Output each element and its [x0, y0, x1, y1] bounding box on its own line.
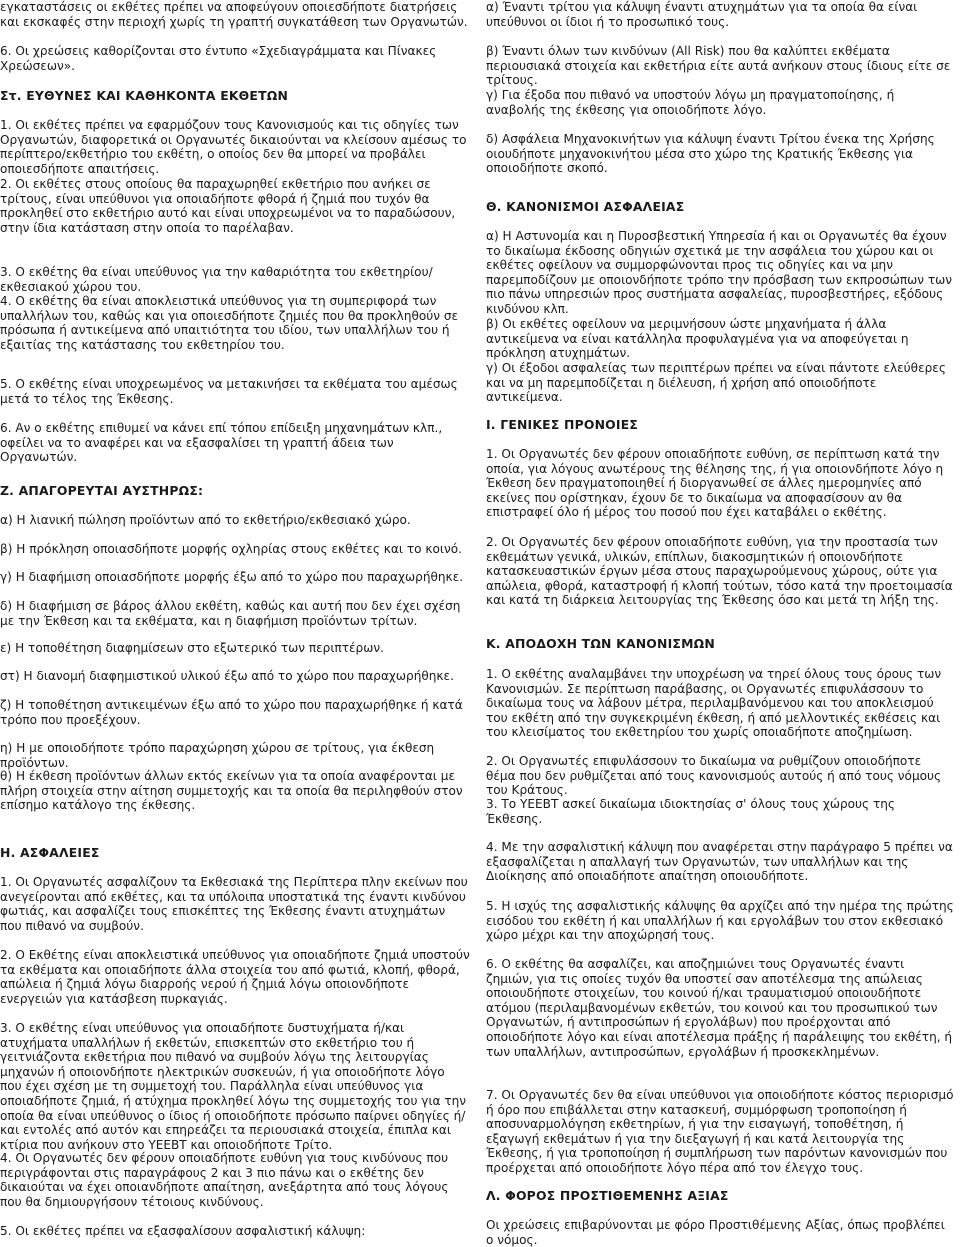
i-item-1: 1. Οι Οργανωτές δεν φέρουν οποιαδήποτε ευθύνη, σε περίπτωση κατά την οποία, για λόγους ανωτέρους της θέλησης της, ή για οποιονδήποτε λόγο η Έκθεση δεν πραγματοποιηθεί ή διοργανωθεί σε άλλες ημερομηνίες από εκείνες που ορίστηκαν, έχουν δε το δικαίωμα να αποφασίσουν αν θα επιστραφεί όλο ή μέρος του ποσού που έχει καταβάλει ο εκθέτης. [486, 447, 944, 520]
z-item-b: β) Η πρόκληση οποιασδήποτε μορφής οχληρίας στους εκθέτες και το κοινό. [0, 542, 462, 556]
z-item-th: θ) Η έκθεση προϊόντων άλλων εκτός εκείνων για τα οποία αναφέρονται με πλήρη στοιχεία στην αίτηση συμμετοχής και τα οποία θα περιληφθούν στον επίσημο κατάλογο της έκθεσης. [0, 769, 463, 813]
k-item-4: 4. Με την ασφαλιστική κάλυψη που αναφέρεται στην παράγραφο 5 πρέπει να εξασφαλίζεται η απαλλαγή των Οργανωτών, των υπαλλήλων και της Διοίκησης από οποιαδήποτε απαίτηση οποιουδήποτε. [486, 840, 953, 884]
z-item-c: γ) Η διαφήμιση οποιασδήποτε μορφής έξω από το χώρο που παραχωρήθηκε. [0, 570, 464, 584]
section-st-heading: Στ. ΕΥΘΥΝΕΣ ΚΑΙ ΚΑΘΗΚΟΝΤΑ ΕΚΘΕΤΩΝ [0, 88, 289, 103]
z-item-e: ε) Η τοποθέτηση διαφημίσεων στο εξωτερικό των περιπτέρων. [0, 641, 384, 655]
section-l-heading: Λ. ΦΟΡΟΣ ΠΡΟΣΤΙΘΕΜΕΝΗΣ ΑΞΙΑΣ [486, 1188, 729, 1203]
theta-item-a: α) Η Αστυνομία και η Πυροσβεστική Υπηρεσία ή και οι Οργανωτές θα έχουν το δικαίωμα έκδοσης οδηγιών σχετικά με την ασφάλεια του χώρου και οι εκθέτες οφείλουν να συμμορφώνονται προς τις οδηγίες και να μην παρεμποδίζουν με οποιονδήποτε τρόπο την πρόσβαση των εκπροσώπων των πιο πάνω υπηρεσιών προς συστήματα ασφαλείας, πυροσβεστήρες, εξόδους κινδύνου κλπ. [486, 229, 953, 316]
k-item-1: 1. Ο εκθέτης αναλαμβάνει την υποχρέωση να τηρεί όλους τους όρους των Κανονισμών. Σε περίπτωση παράβασης, οι Οργανωτές επιφυλάσσουν το δικαίωμα τους να λάβουν μέτρα, περιλαμβανόμενου και του αποκλεισμού του εκθέτη από την συγκεκριμένη έκθεση, ή από μελλοντικές εκθέσεις και του κλεισίματος του εκθετηρίου του χωρίς οποιαδήποτε αποζημίωση. [486, 667, 942, 740]
st-item-6: 6. Αν ο εκθέτης επιθυμεί να κάνει επί τόπου επίδειξη μηχανημάτων κλπ., οφείλει να το αναφέρει και να εξασφαλίσει τη γραπτή άδεια των Οργανωτών. [0, 421, 443, 465]
section-z-heading: Ζ. ΑΠΑΓΟΡΕΥΤΑΙ ΑΥΣΤΗΡΩΣ: [0, 483, 204, 498]
z-item-z: ζ) Η τοποθέτηση αντικειμένων έξω από το χώρο που παραχωρήθηκε ή κατά τρόπο που προεξέχουν. [0, 698, 463, 727]
h-item-4: 4. Οι Οργανωτές δεν φέρουν οποιαδήποτε ευθύνη για τους κινδύνους που περιγράφονται στις παραγράφους 2 και 3 πιο πάνω και ο εκθέτης δεν δικαιούται να έχει οποιανδήποτε απαίτηση, ανεξάρτητα από τους λόγους που θα δημιουργήσουν τέτοιους κινδύνους. [0, 1151, 449, 1209]
theta-item-c: γ) Οι έξοδοι ασφαλείας των περιπτέρων πρέπει να είναι πάντοτε ελεύθερες και να μη παρεμποδίζεται η διέλευση, ή χρήση από οποιοδήποτε αντικείμενα. [486, 361, 946, 405]
k-item-6: 6. Ο εκθέτης θα ασφαλίζει, και αποζημιώνει τους Οργανωτές έναντι ζημιών, για τις οποίες τυχόν θα υποστεί σαν αποτέλεσμα της απώλειας οποιουδήποτε στοιχείων, του κοινού ή/και τραυματισμού οποιουδήποτε ατόμου (περιλαμβανομένων εκθετών, του κοινού και του προσωπικού των Οργανωτών, ή αντιπροσώπων ή εργολάβων) που προέρχονται από οποιοδήποτε λόγο και είναι αποτέλεσμα πράξης ή παράλειψης του εκθέτη, ή των υπαλλήλων, αντιπροσώπων, εργολάβων ή προσκεκλημένων. [486, 957, 953, 1059]
st-item-5: 5. Ο εκθέτης είναι υποχρεωμένος να μετακινήσει τα εκθέματα του αμέσως μετά το τέλος της Έκθεσης. [0, 377, 458, 406]
insurance-item-b: β) Έναντι όλων των κινδύνων (All Risk) που θα καλύπτει εκθέματα περιουσιακά στοιχεία και εκθετήρια είτε αυτά ανήκουν στους ίδιους είτε σε τρίτους. [486, 44, 951, 88]
insurance-item-a: α) Έναντι τρίτου για κάλυψη έναντι ατυχημάτων για τα οποία θα είναι υπεύθυνοι οι ίδιοι ή το προσωπικό τους. [486, 0, 918, 29]
item-6-charges: 6. Οι χρεώσεις καθορίζονται στο έντυπο «Σχεδιαγράμματα και Πίνακες Χρεώσεων». [0, 44, 437, 73]
section-h-heading: Η. ΑΣΦΑΛΕΙΕΣ [0, 845, 100, 860]
st-item-3: 3. Ο εκθέτης θα είναι υπεύθυνος για την καθαριότητα του εκθετηρίου/εκθεσιακού χώρου του. [0, 265, 433, 294]
h-item-2: 2. Ο Εκθέτης είναι αποκλειστικά υπεύθυνος για οποιαδήποτε ζημιά υποστούν τα εκθέματα και οποιαδήποτε άλλα στοιχεία του από φωτιά, κλοπή, φθορά, απώλεια ή ζημιά λόγω διαρροής νερού ή ζημιά λόγω οποιονδήποτε ενεργειών για κατάσβεση πυρκαγιάς. [0, 948, 470, 1006]
intro-continued-text: εγκαταστάσεις οι εκθέτες πρέπει να αποφεύγουν οποιεσδήποτε διατρήσεις και εκσκαφές στην περιοχή χωρίς τη γραπτή συγκατάθεση των Οργανωτών. [0, 0, 468, 29]
section-theta-heading: Θ. ΚΑΝΟΝΙΣΜΟΙ ΑΣΦΑΛΕΙΑΣ [486, 199, 685, 214]
z-item-d: δ) Η διαφήμιση σε βάρος άλλου εκθέτη, καθώς και αυτή που δεν έχει σχέση με την Έκθεση και τα εκθέματα, και η διαφήμιση προϊόντων τρίτων. [0, 599, 461, 628]
st-item-2: 2. Οι εκθέτες στους οποίους θα παραχωρηθεί εκθετήριο που ανήκει σε τρίτους, είναι υπεύθυνοι για οποιαδήποτε φθορά ή ζημιά που τυχόν θα προκληθεί στο εκθετήριο αυτό και είναι υποχρεωμένοι να το παραδώσουν, στην ίδια κατάσταση στην οποία το παρέλαβαν. [0, 177, 456, 235]
z-item-st: στ) Η διανομή διαφημιστικού υλικού έξω από το χώρο που παραχωρήθηκε. [0, 669, 454, 683]
k-item-2: 2. Οι Οργανωτές επιφυλάσσουν το δικαίωμα να ρυθμίζουν οποιοδήποτε θέμα που δεν ρυθμίζεται από τους κανονισμούς αυτούς ή από τους νόμους του Κράτους. [486, 754, 942, 798]
st-item-4: 4. Ο εκθέτης θα είναι αποκλειστικά υπεύθυνος για τη συμπεριφορά των υπαλλήλων του, καθώς και για οποιεσδήποτε ζημιές που θα προκληθούν σε πρόσωπα ή αντικείμενα από υπαιτιότητα του ιδίου, των υπαλλήλων του ή εξαιτίας της κατάστασης του εκθετηρίου του. [0, 294, 459, 352]
h-item-1: 1. Οι Οργανωτές ασφαλίζουν τα Εκθεσιακά της Περίπτερα πλην εκείνων που ανεγείρονται από εκθέτες, και τα υπόλοιπα υποστατικά της έναντι κινδύνου φωτιάς, και ασφαλίζει τους επισκέπτες της Έκθεσης έναντι ατυχημάτων που πιθανό να συμβούν. [0, 875, 468, 933]
k-item-7: 7. Οι Οργανωτές δεν θα είναι υπεύθυνοι για οποιοδήποτε κόστος περιορισμό ή όρο που επιβάλλεται στην κατασκευή, συμμόρφωση τροποποίηση ή αποσυναρμολόγηση εκθετηρίων, ή για την εισαγωγή, τοποθέτηση, ή εξαγωγή εκθεμάτων ή για την διεξαγωγή ή και κατά λειτουργία της Έκθεσης, ή για τροποποίηση ή συμπλήρωση των παρόντων κανονισμών που προέρχεται από οποιοδήποτε λόγο πέρα από τον έλεγχο τους. [486, 1088, 954, 1175]
z-item-h: η) Η με οποιοδήποτε τρόπο παραχώρηση χώρου σε τρίτους, για έκθεση προϊόντων. [0, 741, 435, 770]
z-item-a: α) Η λιανική πώληση προϊόντων από το εκθετήριο/εκθεσιακό χώρο. [0, 513, 411, 527]
insurance-item-d: δ) Ασφάλεια Μηχανοκινήτων για κάλυψη έναντι Τρίτου ένεκα της Χρήσης οιουδήποτε μηχανοκινήτου μέσα στο χώρο της Κρατικής Έκθεσης για οποιοδήποτε σκοπό. [486, 132, 935, 176]
theta-item-b: β) Οι εκθέτες οφείλουν να μεριμνήσουν ώστε μηχανήματα ή άλλα αντικείμενα να είναι κατάλληλα προφυλαγμένα για να αποφεύγεται η πρόκληση ατυχημάτων. [486, 317, 909, 361]
k-item-3: 3. Το ΥΕΕΒΤ ασκεί δικαίωμα ιδιοκτησίας σ' όλους τους χώρους της Έκθεσης. [486, 797, 896, 826]
st-item-1: 1. Οι εκθέτες πρέπει να εφαρμόζουν τους Κανονισμούς και τις οδηγίες των Οργανωτών, διαφορετικά οι Οργανωτές δικαιούνται να κλείσουν αμέσως το περίπτερο/εκθετήριο του εκθέτη, ο οποίος δεν θα μπορεί να προβάλει οποιεσδήποτε απαιτήσεις. [0, 118, 467, 176]
section-k-heading: Κ. ΑΠΟΔΟΧΗ ΤΩΝ ΚΑΝΟΝΙΣΜΩΝ [486, 636, 715, 651]
h-item-3: 3. Ο εκθέτης είναι υπεύθυνος για οποιαδήποτε δυστυχήματα ή/και ατυχήματα υπαλλήλων ή εκθετών, επισκεπτών στο εκθετήριο του ή γειτνιάζοντα εκθετήρια που πιθανό να συμβούν λόγω της λειτουργίας μηχανών ή οποιονδήποτε ηλεκτρικών συσκευών, ή για οποιοδήποτε λόγο που έχει σχέση με τη συμμετοχή του. Παράλληλα είναι υπεύθυνος για οποιαδήποτε ζημιά, ή ατύχημα προκληθεί λόγω της συμμετοχής του για την οποία θα είναι υπεύθυνος ο ίδιος ή οποιοδήποτε πρόσωπο παίρνει οδηγίες ή/και εντολές από αυτόν και επηρεάζει τα περιουσιακά στοιχεία, έπιπλα και κτίρια που ανήκουν στο ΥΕΕΒΤ και οποιοδήποτε Τρίτο. [0, 1021, 467, 1152]
section-i-heading: Ι. ΓΕΝΙΚΕΣ ΠΡΟΝΟΙΕΣ [486, 417, 639, 432]
i-item-2: 2. Οι Οργανωτές δεν φέρουν οποιαδήποτε ευθύνη, για την προστασία των εκθεμάτων γενικά, υλικών, επίπλων, διακοσμητικών ή οποιονδήποτε κατασκευαστικών έργων μέσα στους παραχωρούμενους χώρους, ούτε για απώλεια, φθορά, καταστροφή ή κλοπή τούτων, τόσο κατά την προετοιμασία και κατά τη διάρκεια λειτουργίας της Έκθεσης όσο και μετά τη λήξη της. [486, 535, 953, 608]
insurance-item-c: γ) Για έξοδα που πιθανό να υποστούν λόγω μη πραγματοποίησης, ή αναβολής της έκθεσης για οποιοδήποτε λόγο. [486, 88, 895, 117]
h-item-5: 5. Οι εκθέτες πρέπει να εξασφαλίσουν ασφαλιστική κάλυψη: [0, 1224, 366, 1238]
k-item-5: 5. Η ισχύς της ασφαλιστικής κάλυψης θα αρχίζει από την ημέρα της πρώτης εισόδου του εκθέτη ή και υπαλλήλων ή και εργολάβων του στον εκθεσιακό χώρο μέχρι και την αποχώρησή τους. [486, 899, 954, 943]
vat-text: Οι χρεώσεις επιβαρύνονται με φόρο Προστιθέμενης Αξίας, όπως προβλέπει ο νόμος. [486, 1218, 945, 1247]
